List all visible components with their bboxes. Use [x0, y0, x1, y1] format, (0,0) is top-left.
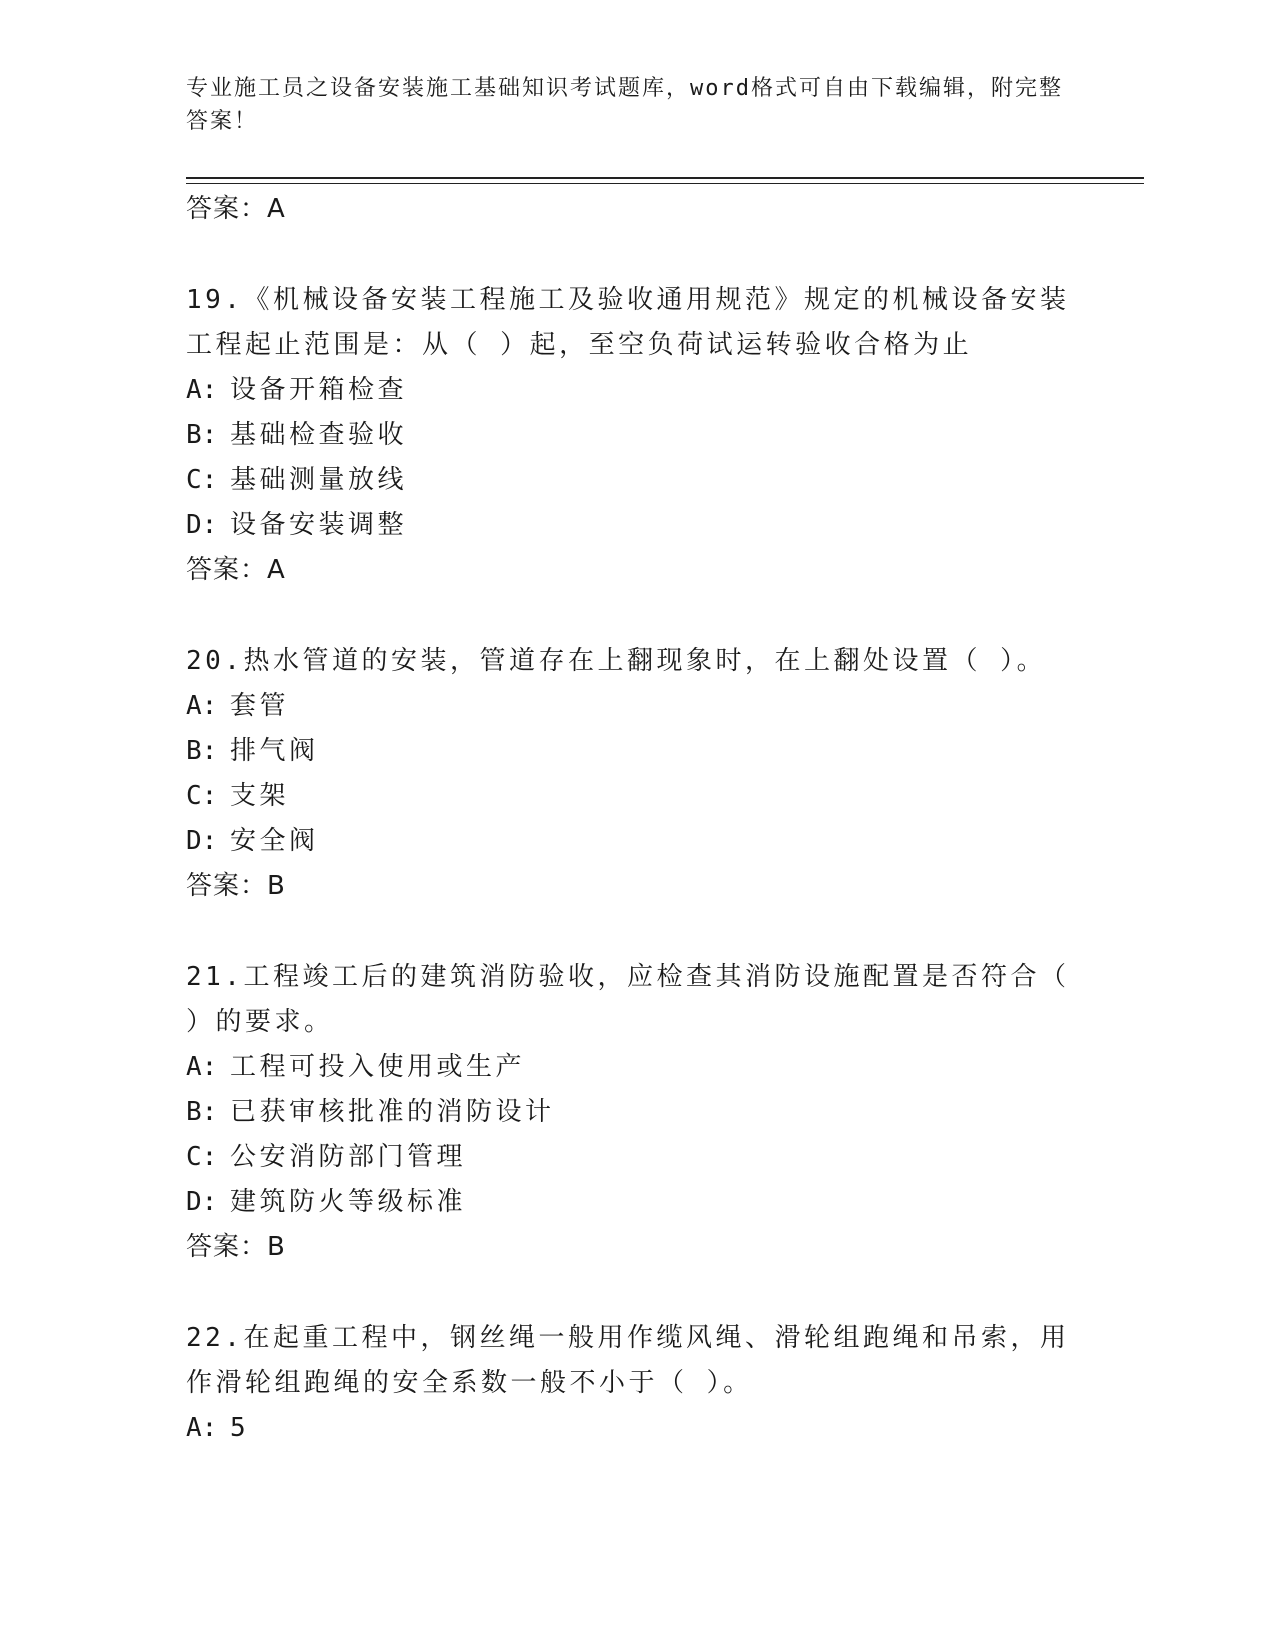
- option-label: B:: [186, 420, 218, 450]
- option-c: [186, 1135, 1086, 1180]
- question-stem: 22.在起重工程中，钢丝绳一般用作缆风绳、滑轮组跑绳和吊索，用作滑轮组跑绳的安全系数一般不小于（ ）。: [186, 1323, 1070, 1398]
- answer-line: 答案：B: [186, 871, 286, 901]
- header-divider-thin: [186, 183, 1144, 184]
- option-label: D:: [186, 826, 218, 856]
- option-text: 已获审核批准的消防设计: [230, 1097, 555, 1127]
- option-d: [186, 819, 1086, 864]
- option-d: [186, 1180, 1086, 1225]
- question-22: [186, 1316, 1086, 1451]
- option-text: 工程可投入使用或生产: [230, 1052, 526, 1082]
- option-text: 安全阀: [230, 826, 319, 856]
- option-label: B:: [186, 736, 218, 766]
- option-d: [186, 503, 1086, 548]
- question-stem: 21.工程竣工后的建筑消防验收，应检查其消防设施配置是否符合（ ）的要求。: [186, 962, 1070, 1037]
- header-divider-thick: [186, 177, 1144, 179]
- option-label: A:: [186, 375, 218, 405]
- option-text: 设备安装调整: [230, 510, 408, 540]
- option-label: C:: [186, 781, 218, 811]
- option-b: [186, 729, 1086, 774]
- answer-line: 答案：A: [186, 194, 286, 224]
- option-text: 排气阀: [230, 736, 319, 766]
- question-list: [186, 187, 1086, 1451]
- option-label: A:: [186, 1052, 218, 1082]
- option-label: C:: [186, 465, 218, 495]
- option-text: 支架: [230, 781, 290, 811]
- option-c: [186, 458, 1086, 503]
- question-stem: 20.热水管道的安装，管道存在上翻现象时，在上翻处设置（ ）。: [186, 646, 1047, 676]
- option-a: [186, 1406, 1086, 1451]
- answer-line: 答案：A: [186, 555, 286, 585]
- question-21: [186, 955, 1086, 1270]
- option-text: 建筑防火等级标准: [230, 1187, 467, 1217]
- option-label: D:: [186, 510, 218, 540]
- option-label: C:: [186, 1142, 218, 1172]
- option-text: 设备开箱检查: [230, 375, 408, 405]
- option-a: [186, 684, 1086, 729]
- option-label: A:: [186, 1413, 218, 1443]
- option-a: [186, 368, 1086, 413]
- option-c: [186, 774, 1086, 819]
- option-text: 基础测量放线: [230, 465, 408, 495]
- document-header: 专业施工员之设备安装施工基础知识考试题库，word格式可自由下载编辑，附完整答案！: [186, 76, 1063, 134]
- option-a: [186, 1045, 1086, 1090]
- question-19: [186, 278, 1086, 593]
- answer-line: 答案：B: [186, 1232, 286, 1262]
- question-20: [186, 639, 1086, 909]
- option-label: A:: [186, 691, 218, 721]
- question-stem: 19.《机械设备安装工程施工及验收通用规范》规定的机械设备安装工程起止范围是：从（ ）起，至空负荷试运转验收合格为止: [186, 285, 1070, 360]
- option-label: D:: [186, 1187, 218, 1217]
- option-text: 基础检查验收: [230, 420, 408, 450]
- option-text: 5: [230, 1413, 250, 1443]
- option-text: 套管: [230, 691, 290, 721]
- option-text: 公安消防部门管理: [230, 1142, 467, 1172]
- option-label: B:: [186, 1097, 218, 1127]
- option-b: [186, 1090, 1086, 1135]
- option-b: [186, 413, 1086, 458]
